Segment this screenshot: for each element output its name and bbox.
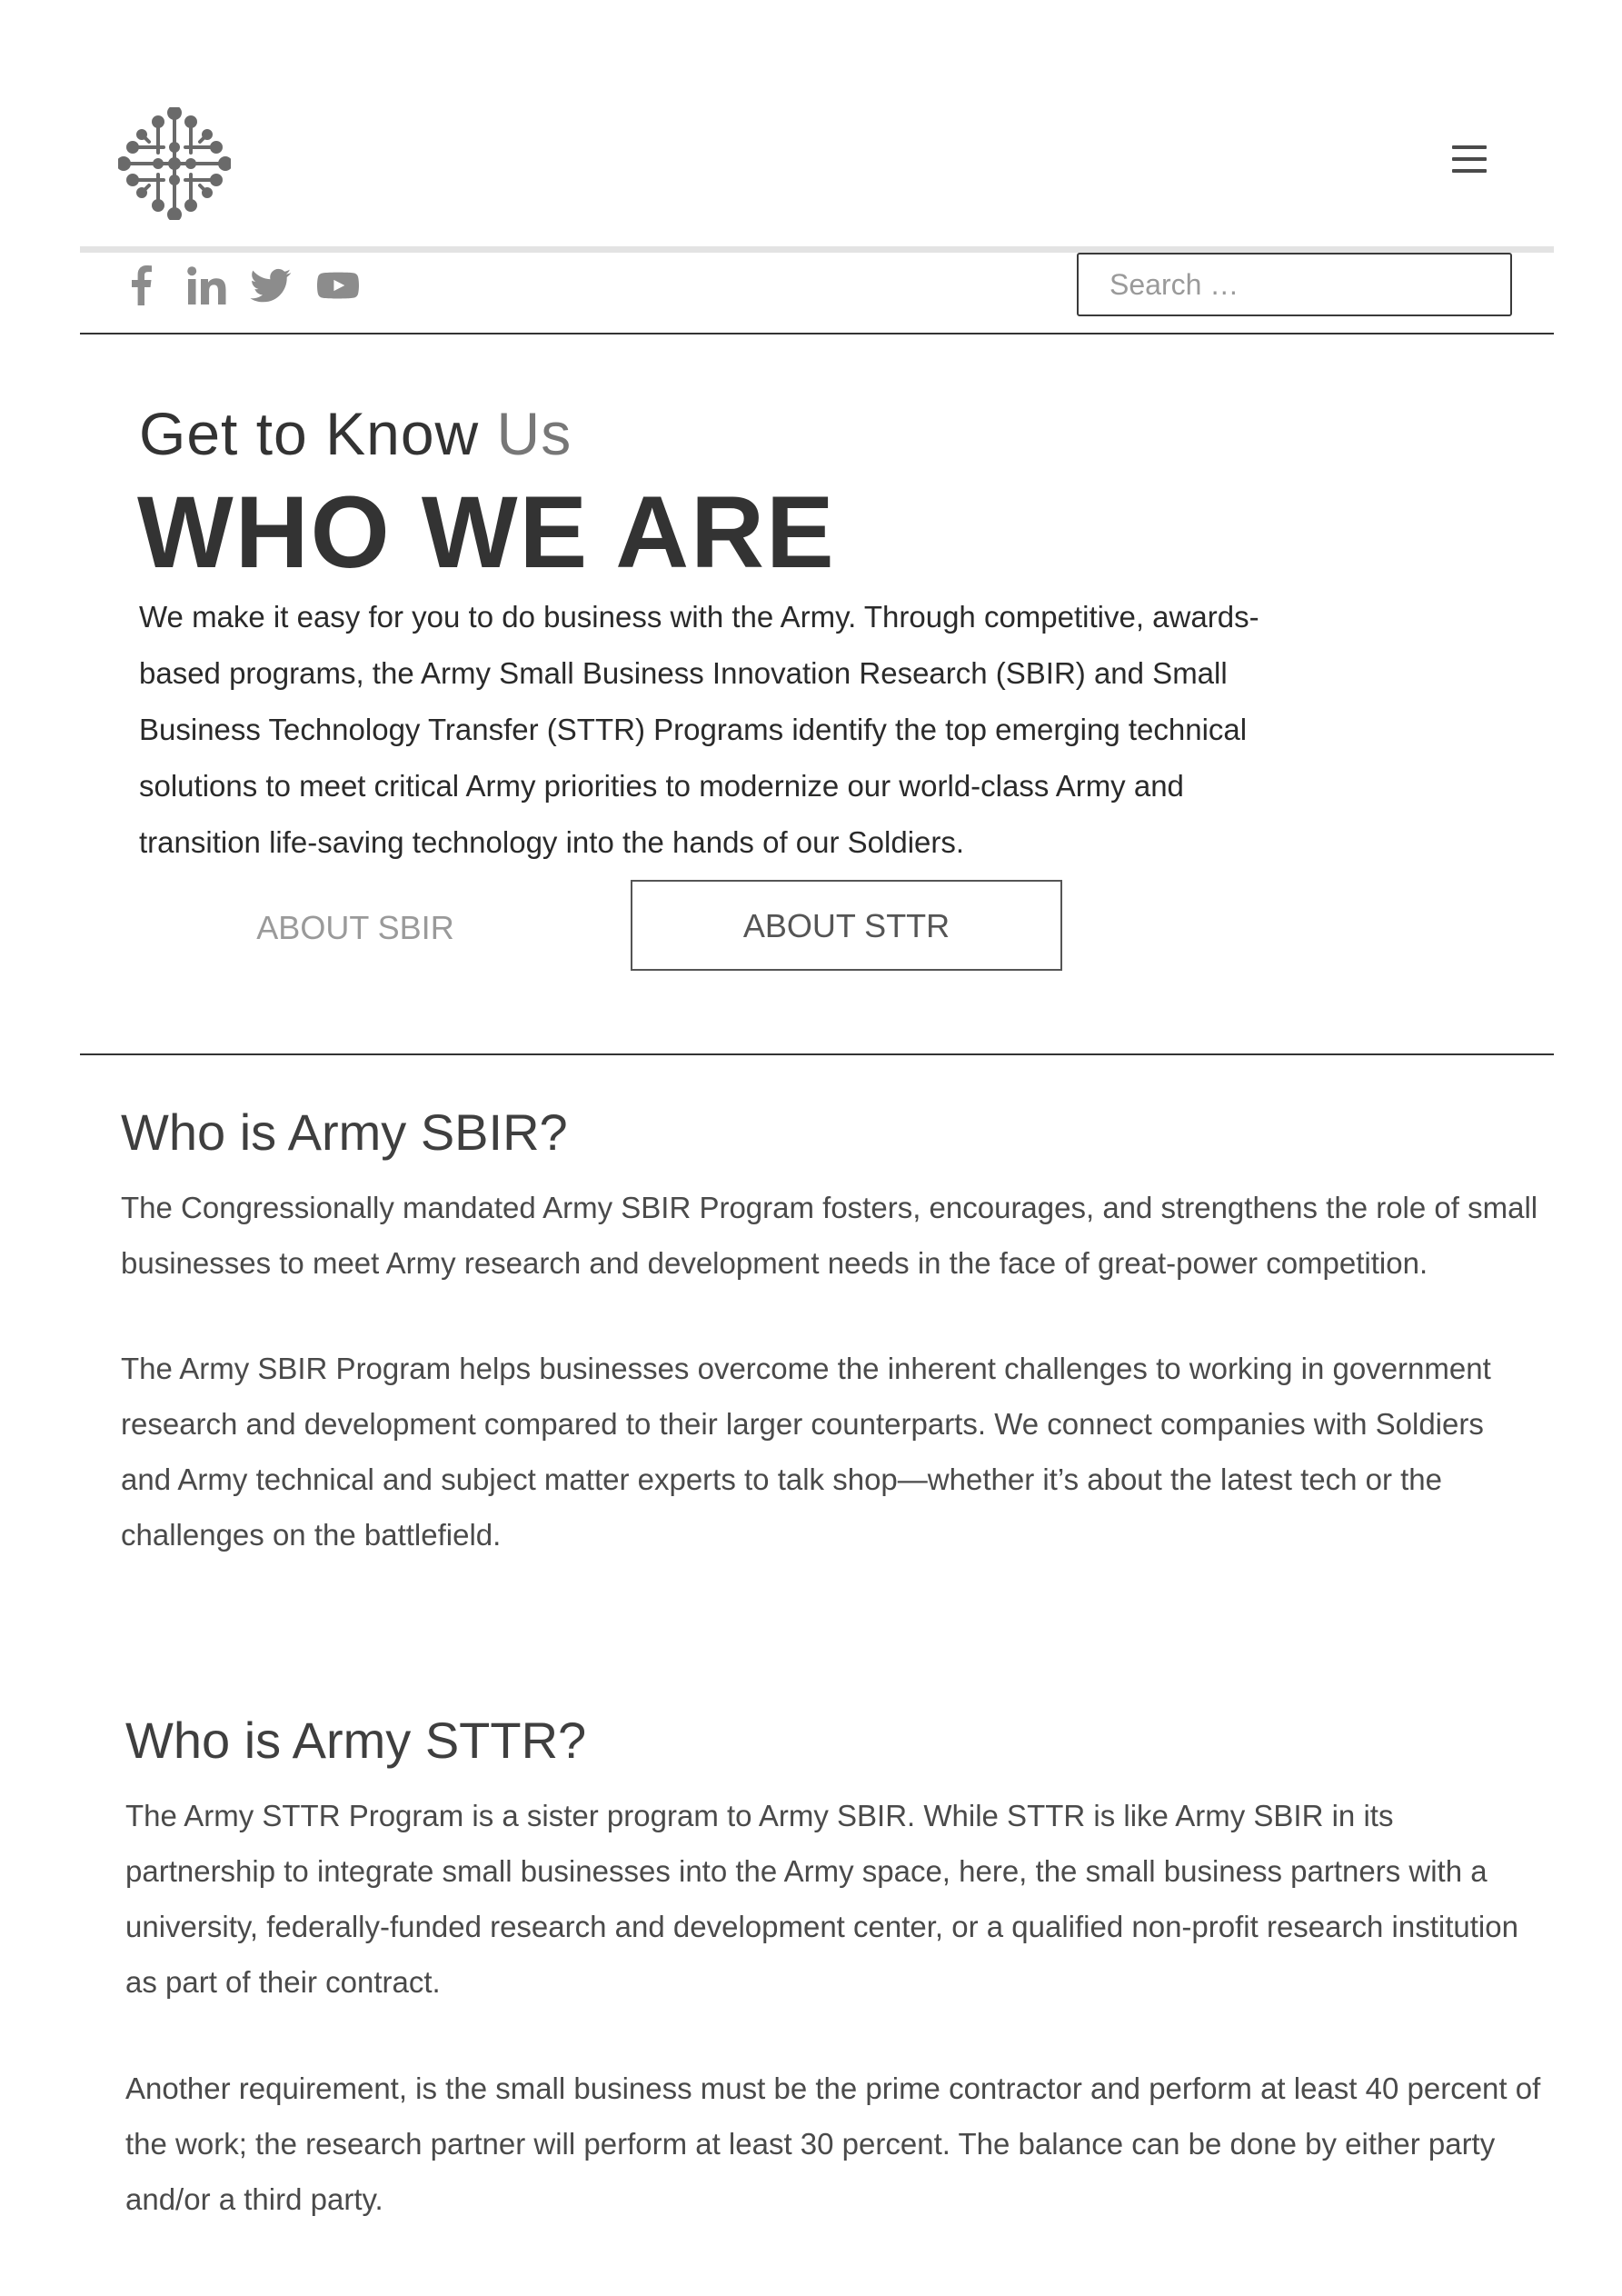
sttr-paragraph-2: Another requirement, is the small business must be the prime contractor and perform at least 40 percent of the work; the research partner will perform at least 30 percent. The balance can be done by either party and/or a third party. [125,2071,1541,2216]
about-sbir-button[interactable]: ABOUT SBIR [196,886,514,968]
linkedin-icon [185,264,229,307]
page-title: WHO WE ARE [137,475,836,589]
sttr-section-title: Who is Army STTR? [125,1712,587,1769]
hero-eyebrow-main: Get to Know [139,400,497,467]
hero-divider [80,1053,1554,1055]
twitter-link[interactable] [249,264,293,307]
twitter-icon [249,264,293,307]
sbir-paragraph-1: The Congressionally mandated Army SBIR Program fosters, encourages, and strengthens the role of small businesses to meet Army research and development needs in the face of great-power competition. [121,1191,1538,1280]
nav-divider [80,333,1554,334]
sbir-paragraph-2: The Army SBIR Program helps businesses overcome the inherent challenges to working in government research and development compared to their larger counterparts. We connect companies with Soldiers and Army technical and subject matter experts to talk shop—whether it’s about the latest tech or the challenges on the battlefield. [121,1352,1491,1552]
hero-description: We make it easy for you to do business with the Army. Through competitive, awards-based programs, the Army Small Business Innovation Research (SBIR) and Small Business Technology Transfer (STTR) Programs identify the top emerging technical solutions to meet critical Army priorities to modernize our world-class Army and transition life-saving technology into the hands of our Soldiers. [139,600,1259,859]
youtube-link[interactable] [316,264,360,307]
sbir-section-title: Who is Army SBIR? [121,1103,568,1161]
search-input[interactable] [1077,253,1512,316]
hero-eyebrow-accent: Us [496,400,572,467]
about-sttr-button[interactable]: ABOUT STTR [631,880,1062,971]
sttr-paragraph-1: The Army STTR Program is a sister program to Army SBIR. While STTR is like Army SBIR in its partnership to integrate small businesses into the Army space, here, the small business partners with a university, federally-funded research and development center, or a qualified non-profit research institution as part of their contract. [125,1799,1518,1999]
circuit-grid-logo-icon [118,107,231,220]
menu-button[interactable] [1448,145,1490,182]
hamburger-menu-icon [1448,145,1490,173]
facebook-icon [120,264,164,307]
youtube-icon [316,264,360,307]
header-divider [80,246,1554,253]
hero-eyebrow [139,400,572,467]
facebook-link[interactable] [120,264,164,307]
linkedin-link[interactable] [185,264,229,307]
logo[interactable] [118,107,231,220]
